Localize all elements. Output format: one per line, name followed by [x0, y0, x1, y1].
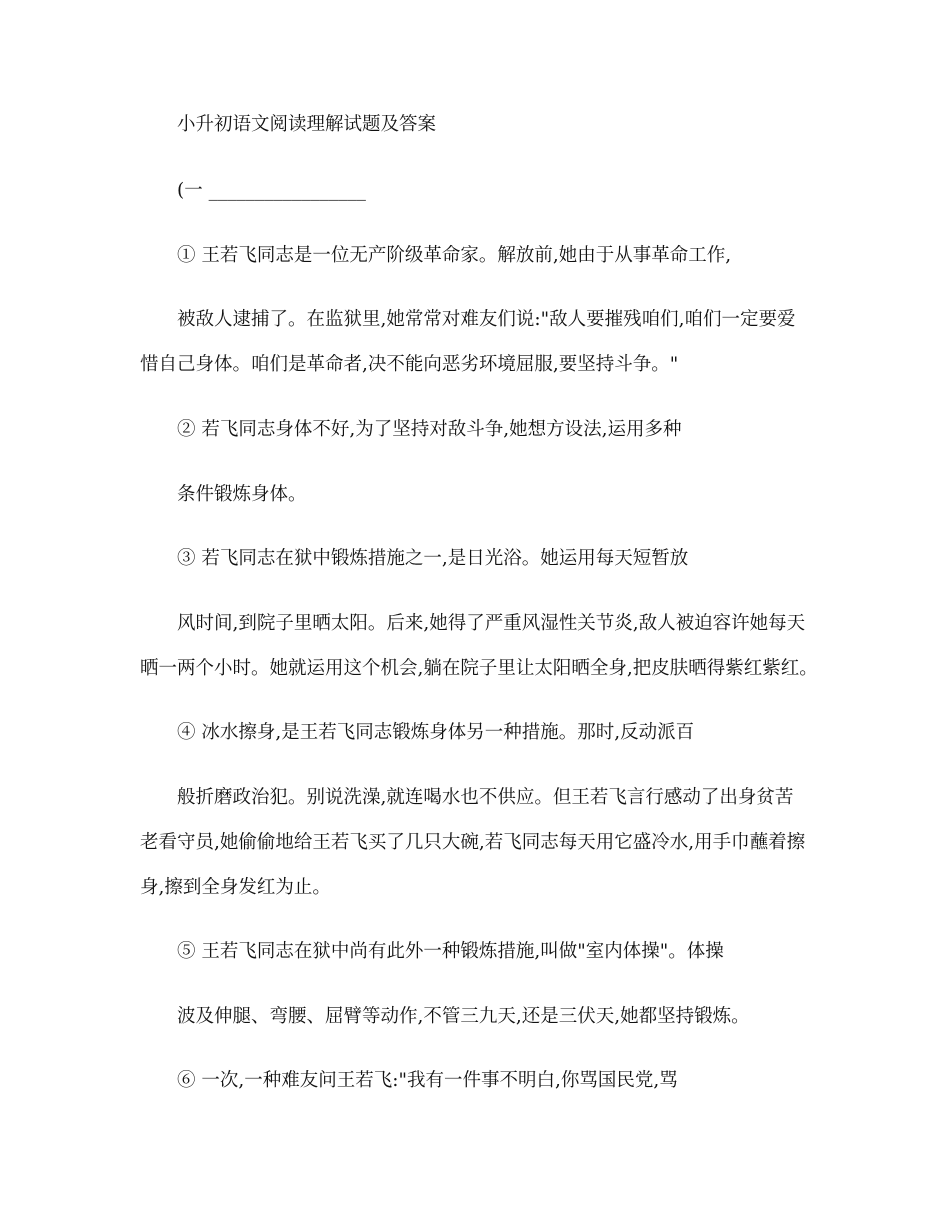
- paragraph-2-line-2: 惜自己身体。咱们是革命者,决不能向恶劣环境屈服,要坚持斗争。": [140, 354, 679, 375]
- paragraph-3-line-1: ② 若飞同志身体不好,为了坚持对敌斗争,她想方设法,运用多种: [177, 419, 682, 440]
- paragraph-8-line-1: 般折磨政治犯。别说洗澡,就连喝水也不供应。但王若飞言行感动了出身贫苦: [177, 787, 794, 808]
- paragraph-6-line-2: 晒一两个小时。她就运用这个机会,躺在院子里让太阳晒全身,把皮肤晒得紫红紫红。: [140, 658, 818, 679]
- paragraph-7-line-1: ④ 冰水擦身,是王若飞同志锻炼身体另一种措施。那时,反动派百: [177, 722, 695, 743]
- paragraph-1-line-1: ① 王若飞同志是一位无产阶级革命家。解放前,她由于从事革命工作,: [177, 245, 732, 266]
- paragraph-9-line-1: ⑤ 王若飞同志在狱中尚有此外一种锻炼措施,叫做"室内体操"。体操: [177, 941, 724, 962]
- document-title: 小升初语文阅读理解试题及答案: [177, 114, 437, 135]
- paragraph-10-line-1: 波及伸腿、弯腰、屈臂等动作,不管三九天,还是三伏天,她都坚持锻炼。: [177, 1006, 750, 1027]
- paragraph-2-line-1: 被敌人逮捕了。在监狱里,她常常对难友们说:"敌人要摧残咱们,咱们一定要爱: [177, 309, 796, 330]
- paragraph-11-line-1: ⑥ 一次,一种难友问王若飞:"我有一件事不明白,你骂国民党,骂: [177, 1070, 678, 1091]
- paragraph-4-line-1: 条件锻炼身体。: [177, 484, 307, 505]
- paragraph-8-line-3: 身,擦到全身发红为止。: [140, 877, 331, 898]
- section-heading: (一 _________________: [177, 180, 366, 201]
- paragraph-8-line-2: 老看守员,她偷偷地给王若飞买了几只大碗,若飞同志每天用它盛冷水,用手巾蘸着擦: [140, 832, 806, 853]
- paragraph-5-line-1: ③ 若飞同志在狱中锻炼措施之一,是日光浴。她运用每天短暂放: [177, 548, 689, 569]
- paragraph-6-line-1: 风时间,到院子里晒太阳。后来,她得了严重风湿性关节炎,敌人被迫容许她每天: [177, 613, 806, 634]
